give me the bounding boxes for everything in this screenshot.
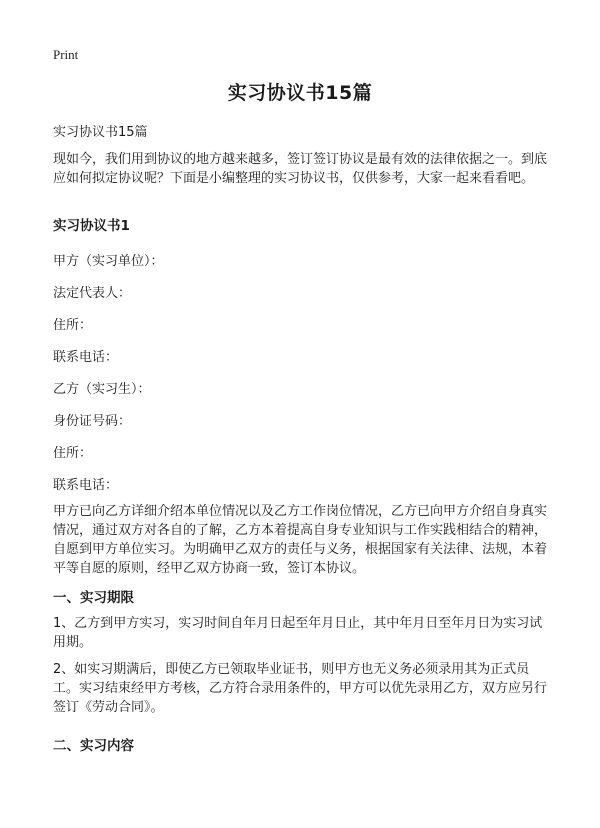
party-b-phone-field: 联系电话：	[53, 478, 119, 493]
clause-1: 1、乙方到甲方实习，实习时间自年月日起至年月日止，其中年月日至年月日为实习试用期。	[53, 616, 543, 650]
content-heading: 二、实习内容	[53, 738, 134, 754]
id-number-field: 身份证号码：	[53, 414, 132, 429]
period-heading: 一、实习期限	[53, 590, 134, 606]
intro-paragraph: 现如今，我们用到协议的地方越来越多，签订签订协议是最有效的法律依据之一。到底应如何拟定协议呢？下面是小编整理的实习协议书，仅供参考，大家一起来看看吧。	[53, 152, 548, 186]
party-b-field: 乙方（实习生）：	[53, 382, 151, 397]
party-a-phone-field: 联系电话：	[53, 350, 119, 365]
legal-representative-field: 法定代表人：	[53, 286, 132, 301]
agreement-paragraph: 甲方已向乙方详细介绍本单位情况以及乙方工作岗位情况，乙方已向甲方介绍自身真实情况，通过双方对各自的了解，乙方本着提高自身专业知识与工作实践相结合的精神，自愿到甲方单位实习。为明确甲乙双方的责任与义务，根据国家有关法律、法规，本着平等自愿的原则，经甲乙双方协商一致，签订本协议。	[53, 504, 548, 576]
document-title: 实习协议书15篇	[227, 82, 373, 104]
party-b-address-field: 住所：	[53, 446, 93, 461]
section-heading: 实习协议书1	[53, 218, 130, 234]
clause-2: 2、如实习期满后，即使乙方已领取毕业证书，则甲方也无义务必须录用其为正式员工。实习结束经甲方考核，乙方符合录用条件的，甲方可以优先录用乙方，双方应另行签订《劳动合同》。	[53, 662, 548, 715]
print-link[interactable]: Print	[53, 47, 79, 62]
party-a-field: 甲方（实习单位）：	[53, 254, 164, 269]
document-subtitle: 实习协议书15篇	[53, 125, 148, 140]
party-a-address-field: 住所：	[53, 318, 93, 333]
